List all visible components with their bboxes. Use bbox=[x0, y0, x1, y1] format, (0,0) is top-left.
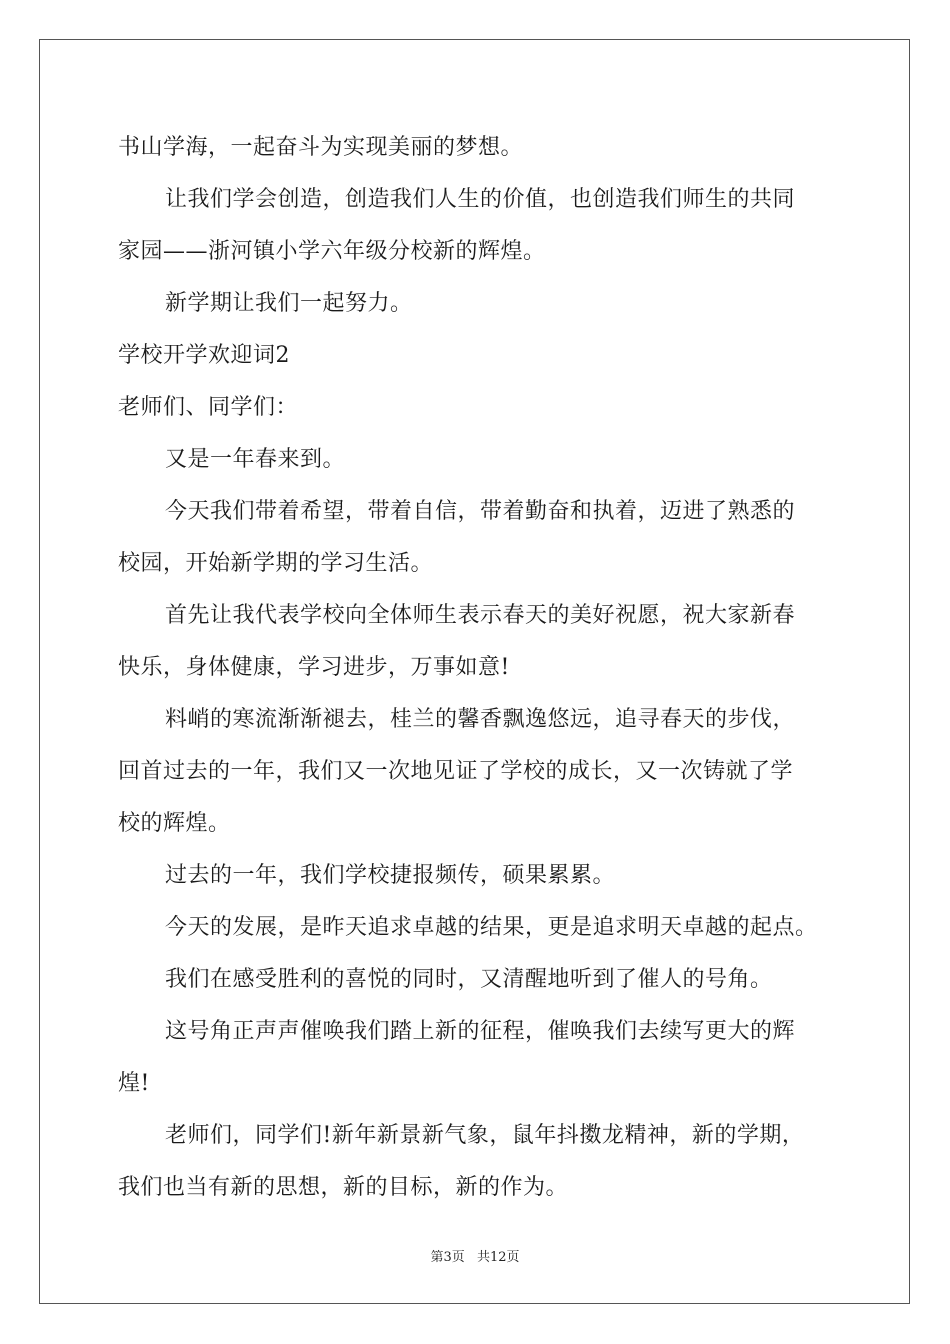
paragraph-line: 书山学海，一起奋斗为实现美丽的梦想。 bbox=[118, 135, 524, 160]
paragraph-line: 首先让我代表学校向全体师生表示春天的美好祝愿，祝大家新春 bbox=[165, 603, 796, 628]
paragraph-line: 新学期让我们一起努力。 bbox=[165, 291, 413, 316]
paragraph-line: 过去的一年，我们学校捷报频传，硕果累累。 bbox=[165, 863, 616, 888]
paragraph-line: 又是一年春来到。 bbox=[165, 447, 346, 472]
paragraph-line: 家园——浙河镇小学六年级分校新的辉煌。 bbox=[118, 239, 546, 264]
paragraph-line: 学校开学欢迎词2 bbox=[118, 343, 290, 368]
paragraph-line: 校园，开始新学期的学习生活。 bbox=[118, 551, 434, 576]
paragraph-line: 让我们学会创造，创造我们人生的价值，也创造我们师生的共同 bbox=[165, 187, 796, 212]
paragraph-line: 今天的发展，是昨天追求卓越的结果，更是追求明天卓越的起点。 bbox=[165, 915, 818, 940]
paragraph-line: 老师们，同学们!新年新景新气象，鼠年抖擞龙精神，新的学期， bbox=[165, 1123, 805, 1148]
paragraph-line: 今天我们带着希望，带着自信，带着勤奋和执着，迈进了熟悉的 bbox=[165, 499, 796, 524]
page-total: 共12页 bbox=[476, 1250, 520, 1265]
paragraph-line: 快乐，身体健康，学习进步，万事如意! bbox=[118, 655, 510, 680]
paragraph-line: 我们也当有新的思想，新的目标，新的作为。 bbox=[118, 1175, 569, 1200]
document-body bbox=[118, 122, 834, 1214]
page-footer bbox=[0, 1246, 950, 1265]
paragraph-line: 料峭的寒流渐渐褪去，桂兰的馨香飘逸悠远，追寻春天的步伐， bbox=[165, 707, 796, 732]
paragraph-line: 我们在感受胜利的喜悦的同时，又清醒地听到了催人的号角。 bbox=[165, 967, 773, 992]
paragraph-line: 煌! bbox=[118, 1071, 150, 1096]
paragraph-line: 回首过去的一年，我们又一次地见证了学校的成长，又一次铸就了学 bbox=[118, 759, 794, 784]
paragraph-line: 这号角正声声催唤我们踏上新的征程，催唤我们去续写更大的辉 bbox=[165, 1019, 796, 1044]
paragraph-line: 校的辉煌。 bbox=[118, 811, 231, 836]
page-number: 第3页 bbox=[430, 1250, 465, 1265]
paragraph-line: 老师们、同学们： bbox=[118, 395, 299, 420]
